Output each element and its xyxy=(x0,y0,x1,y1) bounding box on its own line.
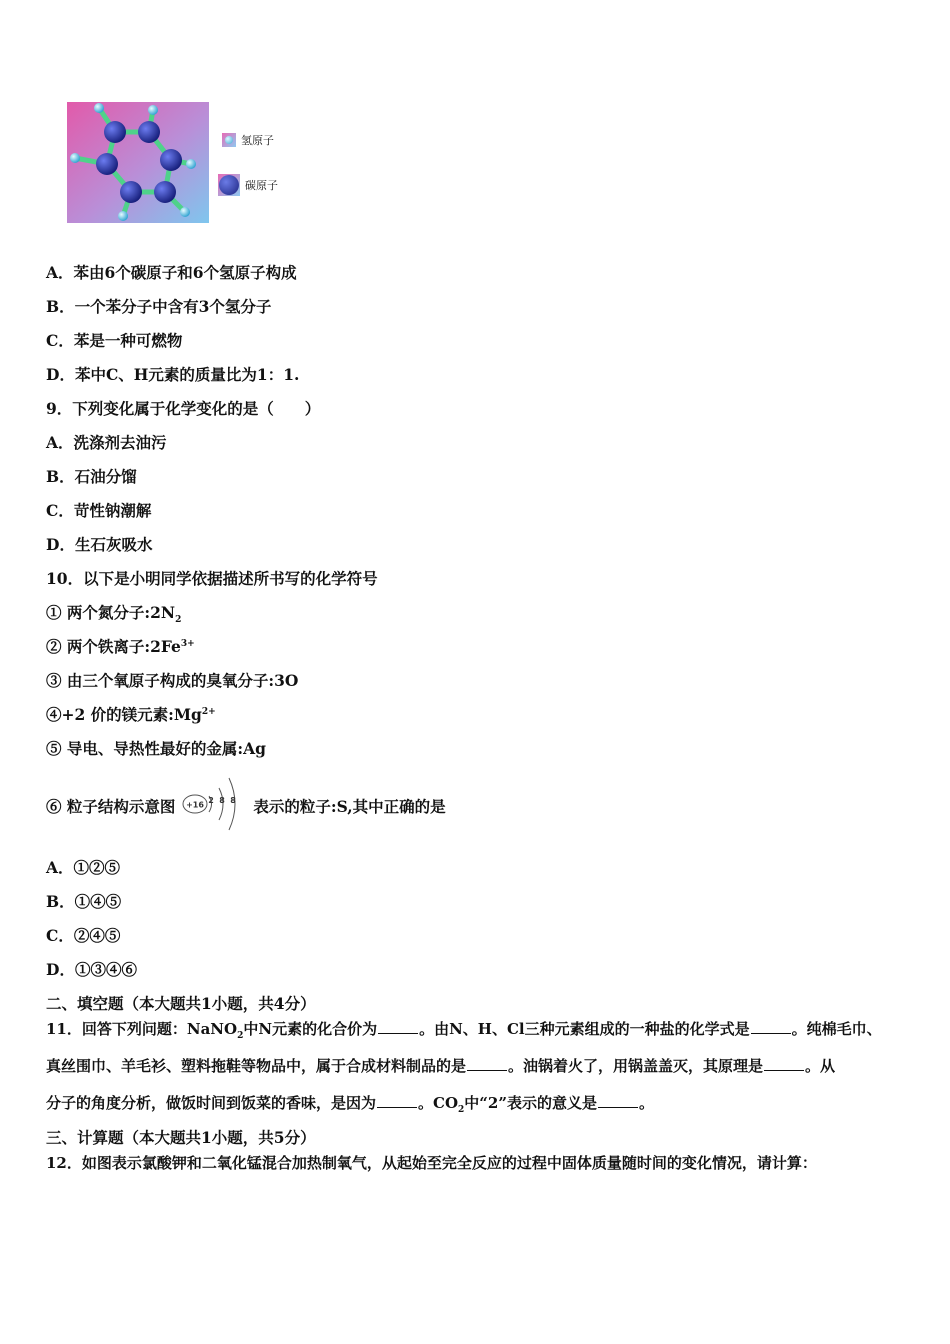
q10-item-3: ③ 由三个氧原子构成的臭氧分子:3O xyxy=(46,671,299,690)
q11-blank-1[interactable] xyxy=(378,1019,418,1034)
q11-blank-4[interactable] xyxy=(764,1056,804,1071)
legend-carbon-label: 碳原子 xyxy=(245,179,278,192)
section-3-title: 三、计算题（本大题共1小题，共5分） xyxy=(46,1128,316,1147)
q11-blank-5[interactable] xyxy=(377,1093,417,1108)
legend-hydrogen xyxy=(222,132,274,148)
legend-hydrogen-label: 氢原子 xyxy=(241,134,274,147)
q10-item-4-sup: 2+ xyxy=(201,706,216,717)
carbon-atom-icon xyxy=(218,174,240,196)
q10-item-2-text: ② 两个铁离子:2Fe xyxy=(46,637,181,656)
q11-sub-3: 2 xyxy=(458,1105,465,1115)
q10-option-a: A．①②⑤ xyxy=(46,858,121,877)
q9-option-a: A．洗涤剂去油污 xyxy=(46,433,167,452)
q9-option-d: D．生石灰吸水 xyxy=(46,535,153,554)
q9-option-c: C．苛性钠潮解 xyxy=(46,501,152,520)
q10-item-6 xyxy=(46,772,446,840)
q11-line-3 xyxy=(46,1092,908,1115)
hydrogen-atom-icon xyxy=(222,133,236,147)
q11-line-2 xyxy=(46,1055,908,1076)
q11-blank-6[interactable] xyxy=(598,1093,638,1108)
q9-stem: 9．下列变化属于化学变化的是（ ） xyxy=(46,399,321,418)
q10-option-c: C．②④⑤ xyxy=(46,926,121,945)
q10-item-5: ⑤ 导电、导热性最好的金属:Ag xyxy=(46,739,266,758)
q10-option-b: B．①④⑤ xyxy=(46,892,122,911)
q10-item-1-text: ① 两个氮分子:2N xyxy=(46,603,176,622)
q11-text-3d: 。 xyxy=(639,1094,655,1112)
q10-item-6-before: ⑥ 粒子结构示意图 xyxy=(46,797,176,816)
q11-text-3c: 中“2”表示的意义是 xyxy=(464,1094,597,1112)
q8-option-d: D．苯中C、H元素的质量比为1：1. xyxy=(46,365,300,384)
q10-item-4 xyxy=(46,703,216,725)
q10-item-2 xyxy=(46,635,195,657)
q10-item-1 xyxy=(46,601,181,625)
q10-option-d: D．①③④⑥ xyxy=(46,960,137,979)
q10-stem: 10．以下是小明同学依据描述所书写的化学符号 xyxy=(46,569,378,588)
particle-shell-3: 8 xyxy=(230,796,237,805)
q11-text-1c: 。由N、H、Cl三种元素组成的一种盐的化学式是 xyxy=(419,1020,750,1038)
q10-item-1-sub: 2 xyxy=(175,615,182,626)
particle-shell-1: 2 xyxy=(208,796,215,805)
q9-option-b: B．石油分馏 xyxy=(46,467,137,486)
q11-text-1b: 中N元素的化合价为 xyxy=(243,1020,378,1038)
q12-stem: 12．如图表示氯酸钾和二氧化锰混合加热制氧气，从起始至完全反应的过程中固体质量随时间的变化情况，请计算： xyxy=(46,1154,817,1172)
q10-item-4-text: ④+2 价的镁元素:Mg xyxy=(46,705,202,724)
q11-sub-1: 2 xyxy=(237,1031,244,1041)
legend-carbon xyxy=(218,174,278,196)
q11-blank-2[interactable] xyxy=(751,1019,791,1034)
q11-text-1a: 11．回答下列问题：NaNO xyxy=(46,1020,238,1038)
q11-blank-3[interactable] xyxy=(467,1056,507,1071)
q11-text-2a: 真丝围巾、羊毛衫、塑料拖鞋等物品中，属于合成材料制品的是 xyxy=(46,1057,467,1075)
section-2-title: 二、填空题（本大题共1小题，共4分） xyxy=(46,994,316,1013)
particle-shell-2: 8 xyxy=(219,796,226,805)
benzene-molecule-figure xyxy=(67,102,209,223)
particle-structure-diagram xyxy=(181,772,247,840)
q10-item-6-after: 表示的粒子:S,其中正确的是 xyxy=(253,797,446,816)
q11-text-1d: 。纯棉毛巾、 xyxy=(791,1020,882,1038)
q11-text-2b: 。油锅着火了，用锅盖盖灭，其原理是 xyxy=(508,1057,764,1075)
q11-text-2c: 。从 xyxy=(805,1057,836,1075)
q8-option-a: A．苯由6个碳原子和6个氢原子构成 xyxy=(46,263,297,282)
q10-item-2-sup: 3+ xyxy=(180,638,195,649)
q11-text-3a: 分子的角度分析，做饭时间到饭菜的香味，是因为 xyxy=(46,1094,377,1112)
particle-nucleus-label: +16 xyxy=(186,800,205,810)
q11-line-1 xyxy=(46,1018,908,1041)
q8-option-c: C．苯是一种可燃物 xyxy=(46,331,183,350)
q8-option-b: B．一个苯分子中含有3个氢分子 xyxy=(46,297,272,316)
q11-text-3b: 。CO xyxy=(418,1094,459,1112)
